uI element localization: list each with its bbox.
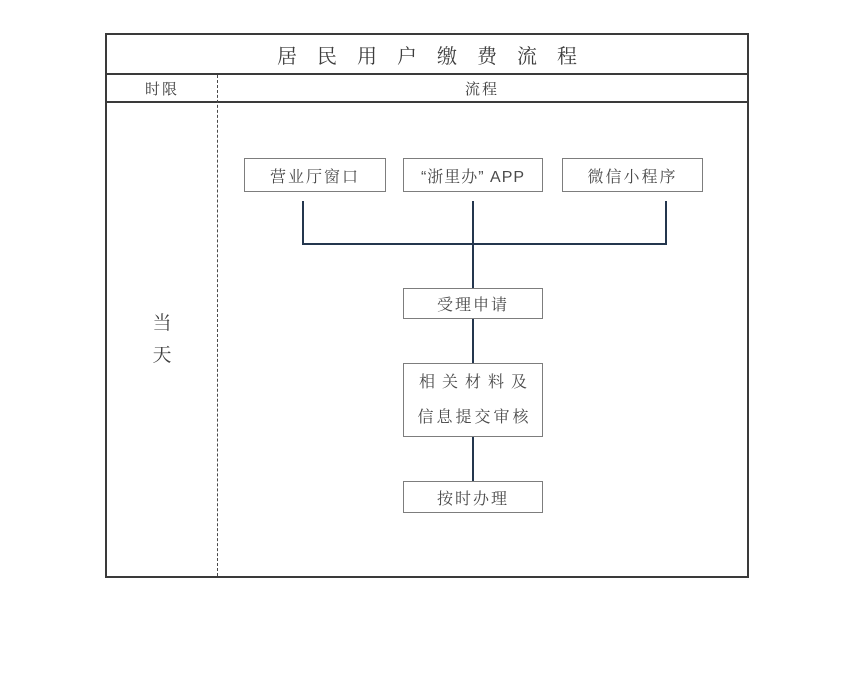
connector-accept-to-materials [472,319,474,363]
channel-box-zheliban-app [403,158,543,192]
step-label-materials-line1: 相关材料及 [418,374,534,391]
connector-right-vertical [665,201,667,245]
header-row [107,75,747,103]
step-box-accept-application [403,288,543,319]
connector-left-vertical [302,201,304,245]
channel-label-zheliban-app: “浙里办” APP [420,168,526,186]
flowchart-table [105,33,749,578]
time-limit-value [107,308,217,372]
step-label-handle-on-time: 按时办理 [436,490,509,508]
step-box-handle-on-time [403,481,543,513]
step-box-materials-review [403,363,543,437]
connector-materials-to-handle [472,437,474,481]
channel-label-wechat-miniprogram: 微信小程序 [587,168,678,186]
channel-label-service-hall: 营业厅窗口 [269,168,360,186]
column-header-time-limit: 时限 [144,80,179,98]
time-limit-text: 当天 [152,313,172,366]
connector-horizontal-join [302,243,667,245]
title-row [107,35,747,75]
flowchart-body [107,103,747,576]
channel-box-wechat-miniprogram [562,158,703,192]
step-label-materials-line2: 信息提交审核 [417,409,532,426]
page-title: 居民用户缴费流程 [277,45,597,68]
step-label-accept-application: 受理申请 [436,297,509,314]
column-header-process: 流程 [464,80,499,98]
channel-box-service-hall [244,158,386,192]
